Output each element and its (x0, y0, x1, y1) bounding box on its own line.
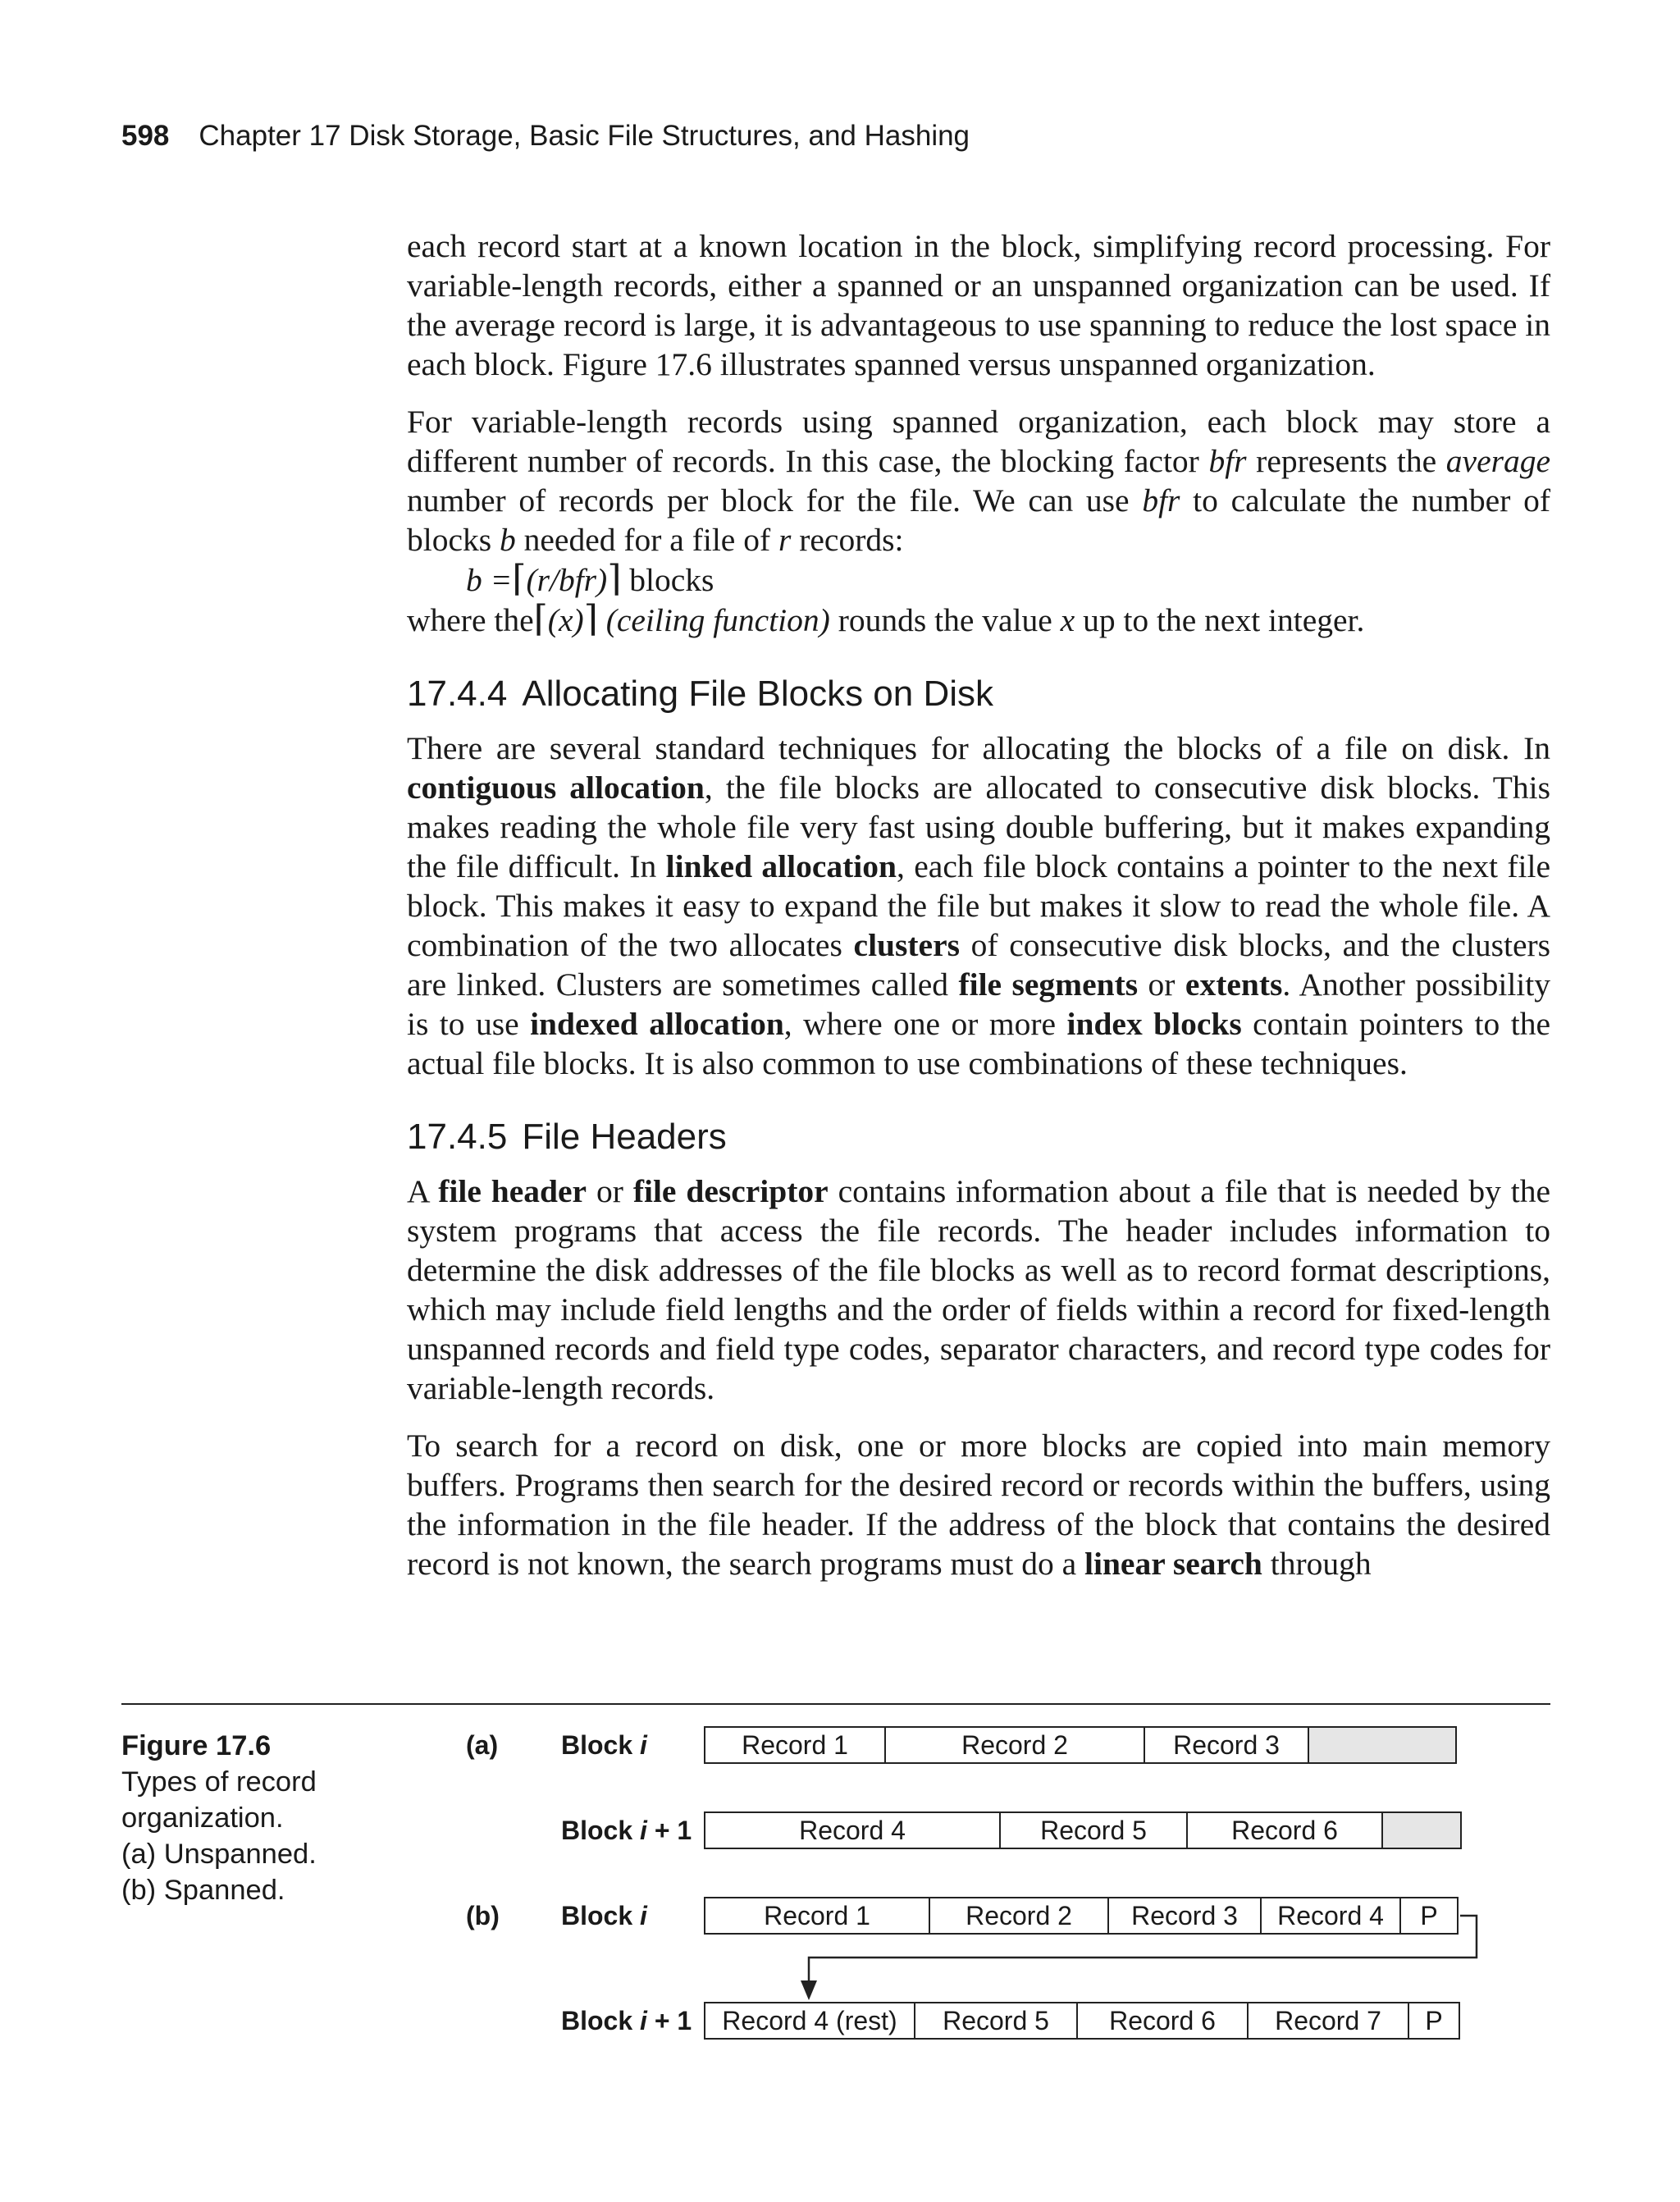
figure-rule (121, 1703, 1550, 1705)
record-cell: Record 1 (704, 1726, 886, 1764)
record-cell: Record 2 (929, 1897, 1109, 1935)
unused-space (1308, 1726, 1457, 1764)
paragraph-blocking-factor: For variable-length records using spanned organization, each block may store a different number of records. In this case, the blocking factor bfr represents the average number of records per block for the file. We can use bfr to calculate the number of blocks b needed for a file of r records: (407, 404, 1550, 558)
spanned-block-i-plus-1 (704, 2002, 1460, 2040)
record-cell: Record 4 (rest) (704, 2002, 915, 2040)
block-label: Block i (561, 1901, 647, 1930)
spanned-block-i (704, 1897, 1459, 1935)
block-label: Block i (561, 1730, 647, 1760)
chapter-title: Chapter 17 Disk Storage, Basic File Structures, and Hashing (199, 120, 970, 152)
page-number: 598 (121, 120, 170, 152)
record-cell: Record 6 (1186, 1811, 1383, 1849)
block-label: Block i + 1 (561, 2006, 692, 2035)
ceiling-explanation: where the⌈(x)⌉ (ceiling function) rounds the value x up to the next integer. (407, 599, 1365, 639)
part-a-label: (a) (466, 1730, 499, 1760)
pointer-cell: P (1399, 1897, 1459, 1935)
record-cell: Record 2 (884, 1726, 1145, 1764)
unused-space (1381, 1811, 1462, 1849)
record-cell: Record 3 (1107, 1897, 1262, 1935)
running-head (121, 120, 970, 153)
record-cell: Record 4 (1260, 1897, 1401, 1935)
blocks-formula: b =⌈(r/bfr)⌉ blocks (466, 559, 714, 599)
block-label: Block i + 1 (561, 1816, 692, 1845)
record-cell: Record 6 (1076, 2002, 1249, 2040)
record-cell: Record 7 (1247, 2002, 1409, 2040)
record-cell: Record 1 (704, 1897, 930, 1935)
caption-line: Types of record (121, 1766, 317, 1798)
record-cell: Record 4 (704, 1811, 1001, 1849)
record-cell: Record 5 (999, 1811, 1188, 1849)
figure-title: Figure 17.6 (121, 1730, 272, 1761)
figure-caption (121, 1728, 317, 1908)
body-column (407, 226, 1550, 1583)
caption-line: (a) Unspanned. (121, 1839, 317, 1870)
record-cell: Record 5 (914, 2002, 1078, 2040)
pointer-cell: P (1408, 2002, 1460, 2040)
section-heading-17-4-4: 17.4.4 Allocating File Blocks on Disk (407, 674, 994, 714)
unspanned-block-i-plus-1 (704, 1811, 1462, 1849)
caption-line: organization. (121, 1802, 284, 1834)
caption-line: (b) Spanned. (121, 1875, 285, 1906)
part-b-label: (b) (466, 1901, 500, 1930)
paragraph-search: To search for a record on disk, one or more blocks are copied into main memory buffers. Programs then search for the desired record or records within the buffers, using the information in the file header. If the address of the block that contains the desired record is not known, the search programs must do a linear search through (407, 1428, 1550, 1582)
unspanned-block-i (704, 1726, 1457, 1764)
record-cell: Record 3 (1144, 1726, 1309, 1764)
paragraph-file-header: A file header or file descriptor contains information about a file that is needed by the system programs that access the file records. The header includes information to determine the disk addresses of the file blocks as well as to record format descriptions, which may include field lengths and the order of fields within a record for fixed-length unspanned records and field type codes, separator characters, and record type codes for variable-length records. (407, 1173, 1550, 1406)
paragraph-allocation: There are several standard techniques for allocating the blocks of a file on disk. In contiguous allocation, the file blocks are allocated to consecutive disk blocks. This makes reading the whole file very fast using double buffering, but it makes expanding the file difficult. In linked allocation, each file block contains a pointer to the next file block. This makes it easy to expand the file but makes it slow to read the whole file. A combination of the two allocates clusters of consecutive disk blocks, and the clusters are linked. Clusters are sometimes called file segments or extents. Another possibility is to use indexed allocation, where one or more index blocks contain pointers to the actual file blocks. It is also common to use combinations of these techniques. (407, 730, 1551, 1081)
paragraph-spanning: each record start at a known location in the block, simplifying record processing. For variable-length records, either a spanned or an unspanned organization can be used. If the average record is large, it is advantageous to use spanning to reduce the lost space in each block. Figure 17.6 illustrates spanned versus unspanned organization. (407, 228, 1550, 382)
section-heading-17-4-5: 17.4.5 File Headers (407, 1117, 727, 1157)
